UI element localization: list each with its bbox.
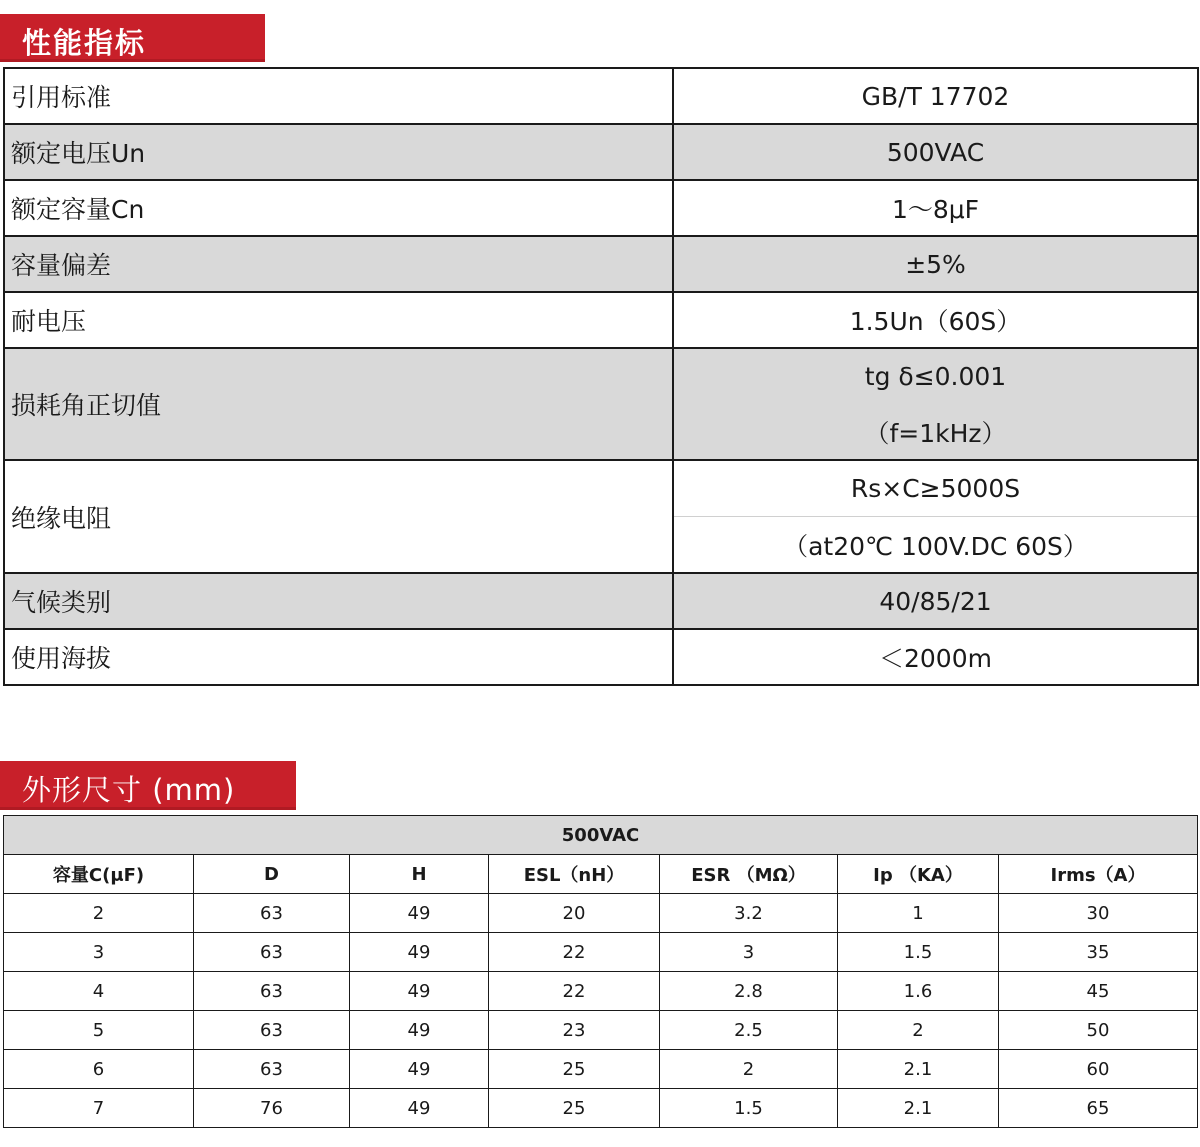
- dimensions-table: [3, 815, 1198, 1128]
- table-cell: 2.1: [838, 1089, 999, 1128]
- table-cell: 49: [350, 1011, 489, 1050]
- spec-label: 额定容量Cn: [4, 180, 673, 236]
- spec-label: 耐电压: [4, 292, 673, 348]
- table-cell: 76: [194, 1089, 350, 1128]
- table-cell: 2: [4, 894, 194, 933]
- spec-label: 容量偏差: [4, 236, 673, 292]
- table-row: [4, 894, 1198, 933]
- table-cell: 63: [194, 894, 350, 933]
- table-row: [4, 972, 1198, 1011]
- table-row: [4, 629, 1198, 685]
- table-cell: 2.1: [838, 1050, 999, 1089]
- table-cell: 49: [350, 972, 489, 1011]
- column-header: ESR （MΩ）: [660, 855, 838, 894]
- spec-value: ±5%: [673, 236, 1198, 292]
- table-row: [4, 68, 1198, 124]
- table-cell: 63: [194, 972, 350, 1011]
- table-row: [4, 933, 1198, 972]
- table-cell: 49: [350, 894, 489, 933]
- table-cell: 23: [489, 1011, 660, 1050]
- table-cell: 7: [4, 1089, 194, 1128]
- table-cell: 63: [194, 1011, 350, 1050]
- table-cell: 3: [4, 933, 194, 972]
- table-cell: 25: [489, 1089, 660, 1128]
- spec-value-line: （f=1kHz）: [864, 418, 1007, 448]
- table-cell: 2: [660, 1050, 838, 1089]
- spec-value: 1～8μF: [673, 180, 1198, 236]
- column-header: Irms（A）: [999, 855, 1198, 894]
- table-cell: 49: [350, 1089, 489, 1128]
- dimensions-section-title: 外形尺寸 (mm): [22, 773, 236, 807]
- table-cell: 30: [999, 894, 1198, 933]
- spec-value: 40/85/21: [673, 573, 1198, 629]
- column-header: Ip （KA）: [838, 855, 999, 894]
- table-cell: 2: [838, 1011, 999, 1050]
- column-header: H: [350, 855, 489, 894]
- table-row: [4, 348, 1198, 460]
- spec-label: 气候类别: [4, 573, 673, 629]
- table-cell: 1.5: [660, 1089, 838, 1128]
- spec-value: 1.5Un（60S）: [673, 292, 1198, 348]
- spec-label: 使用海拔: [4, 629, 673, 685]
- table-cell: 6: [4, 1050, 194, 1089]
- spec-value: [673, 348, 1198, 460]
- spec-label: 引用标准: [4, 68, 673, 124]
- table-header-row: [4, 855, 1198, 894]
- column-header: D: [194, 855, 350, 894]
- dimensions-section-banner: [0, 761, 296, 810]
- table-cell: 49: [350, 1050, 489, 1089]
- table-cell: 1.6: [838, 972, 999, 1011]
- table-caption-row: [4, 816, 1198, 855]
- table-cell: 3: [660, 933, 838, 972]
- table-cell: 22: [489, 933, 660, 972]
- spec-value: [673, 460, 1198, 573]
- spec-value-line: tg δ≤0.001: [864, 362, 1007, 391]
- table-cell: 1.5: [838, 933, 999, 972]
- performance-table: [3, 67, 1199, 686]
- table-caption: 500VAC: [4, 816, 1198, 855]
- table-row: [4, 180, 1198, 236]
- table-cell: 2.5: [660, 1011, 838, 1050]
- spec-label: 损耗角正切值: [4, 348, 673, 460]
- table-row: [4, 1089, 1198, 1128]
- table-cell: 25: [489, 1050, 660, 1089]
- column-header: ESL（nH）: [489, 855, 660, 894]
- table-cell: 63: [194, 1050, 350, 1089]
- table-cell: 20: [489, 894, 660, 933]
- table-row: [4, 124, 1198, 180]
- table-cell: 49: [350, 933, 489, 972]
- table-cell: 35: [999, 933, 1198, 972]
- table-row: [4, 573, 1198, 629]
- spec-value-line: Rs×C≥5000S: [850, 474, 1021, 503]
- table-cell: 22: [489, 972, 660, 1011]
- table-cell: 45: [999, 972, 1198, 1011]
- dimensions-table-body: [4, 894, 1198, 1128]
- table-cell: 2.8: [660, 972, 838, 1011]
- spec-label: 额定电压Un: [4, 124, 673, 180]
- table-cell: 50: [999, 1011, 1198, 1050]
- table-cell: 60: [999, 1050, 1198, 1089]
- table-row: [4, 1011, 1198, 1050]
- table-cell: 63: [194, 933, 350, 972]
- table-row: [4, 236, 1198, 292]
- table-row: [4, 460, 1198, 573]
- performance-section-title: 性能指标: [22, 26, 147, 60]
- table-cell: 65: [999, 1089, 1198, 1128]
- spec-value: GB/T 17702: [673, 68, 1198, 124]
- table-cell: 1: [838, 894, 999, 933]
- table-cell: 5: [4, 1011, 194, 1050]
- spec-value: 500VAC: [673, 124, 1198, 180]
- table-row: [4, 1050, 1198, 1089]
- spec-value-line: （at20℃ 100V.DC 60S）: [674, 516, 1197, 572]
- table-cell: 4: [4, 972, 194, 1011]
- column-header: 容量C(μF): [4, 855, 194, 894]
- table-row: [4, 292, 1198, 348]
- spec-label: 绝缘电阻: [4, 460, 673, 573]
- table-cell: 3.2: [660, 894, 838, 933]
- spec-value: ＜2000m: [673, 629, 1198, 685]
- performance-section-banner: [0, 14, 265, 62]
